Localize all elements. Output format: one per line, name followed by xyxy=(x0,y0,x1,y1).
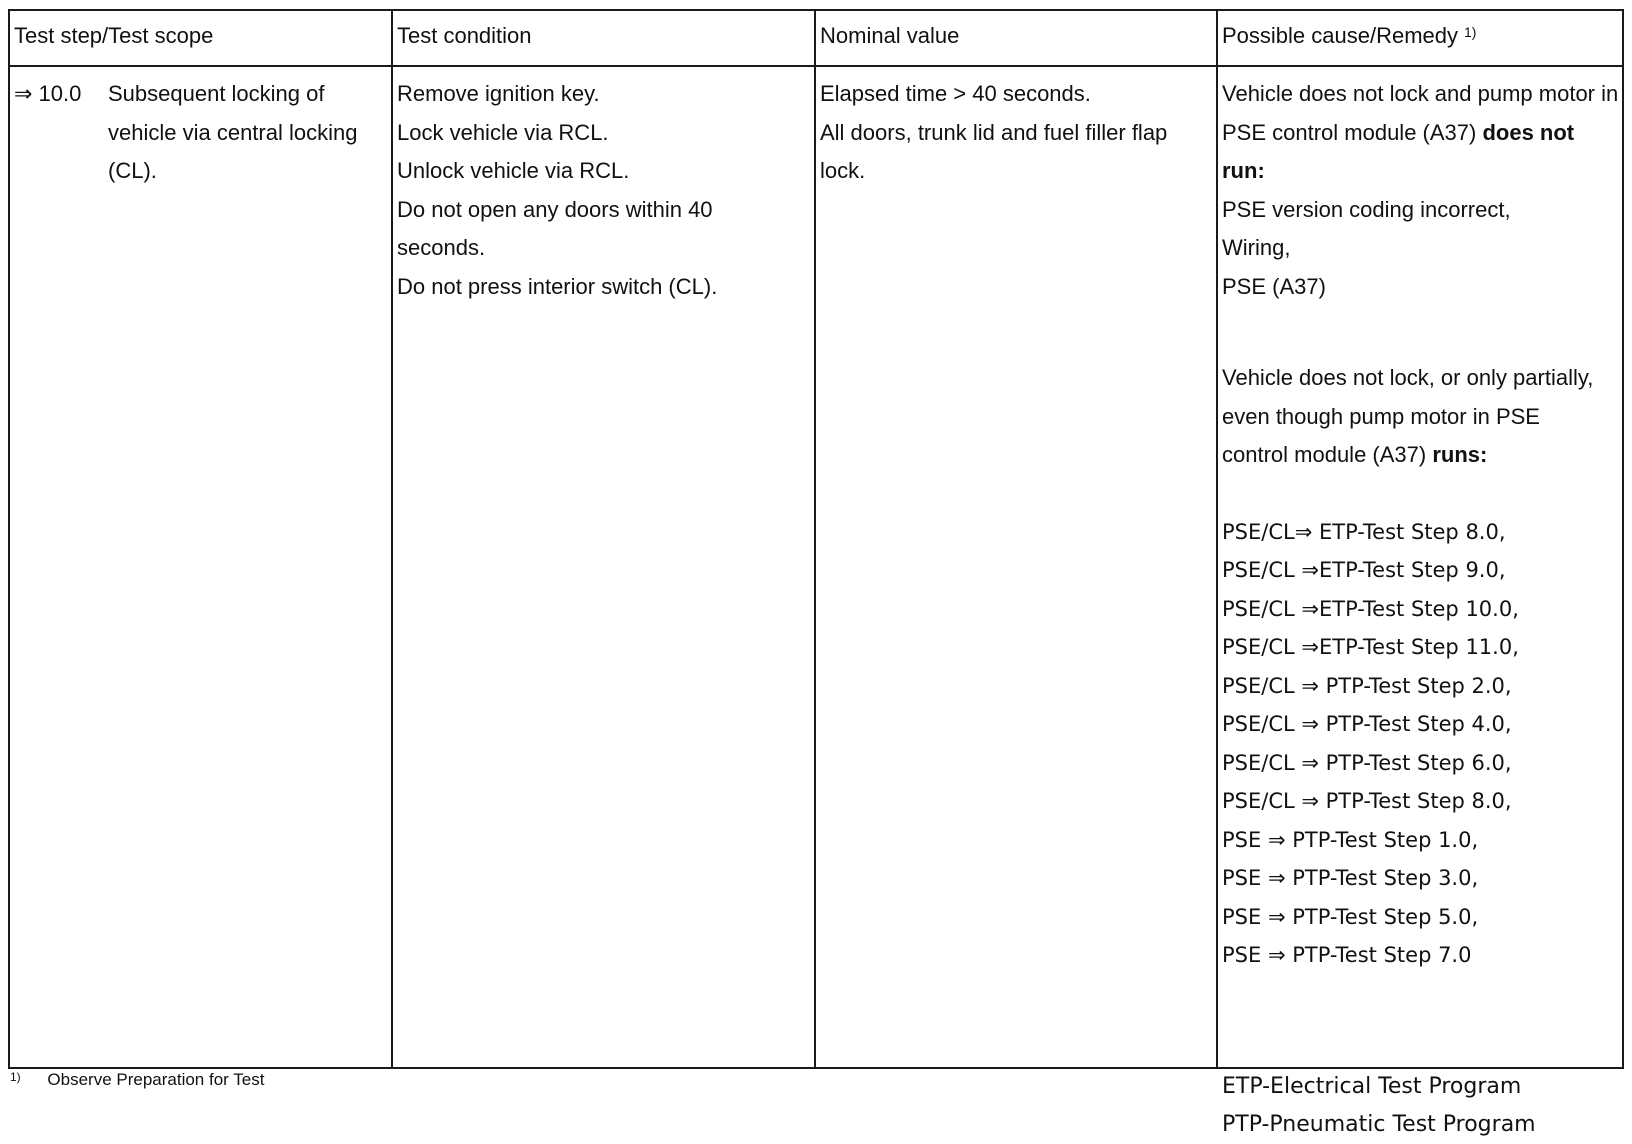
reference-item: PSE ⇒ PTP-Test Step 1.0, xyxy=(1222,827,1479,852)
step-number: ⇒ 10.0 xyxy=(14,81,82,106)
header-possible-cause xyxy=(1217,10,1623,66)
reference-item: PSE/CL ⇒ETP-Test Step 11.0, xyxy=(1222,635,1519,659)
header-test-condition: Test condition xyxy=(392,10,815,66)
header-footnote-mark: 1) xyxy=(1464,24,1477,40)
reference-item: PSE ⇒ PTP-Test Step 7.0 xyxy=(1222,943,1472,967)
condition-line: Remove ignition key. xyxy=(397,81,600,106)
footnote xyxy=(10,1070,264,1090)
condition-line: Do not press interior switch (CL). xyxy=(397,273,718,299)
legend-ptp: PTP-Pneumatic Test Program xyxy=(1222,1112,1536,1137)
cause-1-item: PSE (A37) xyxy=(1222,273,1326,299)
reference-item: PSE/CL ⇒ PTP-Test Step 6.0, xyxy=(1222,750,1512,775)
footnote-text: Observe Preparation for Test xyxy=(47,1070,265,1089)
nominal-line: All doors, trunk lid and fuel filler flap lock. xyxy=(820,119,1168,183)
cause-1-bold: does not run: xyxy=(1222,119,1575,183)
footnote-mark: 1) xyxy=(10,1070,21,1084)
cause-2-text: Vehicle does not lock, or only partially, even though pump motor in PSE control module (A37) xyxy=(1222,365,1594,467)
reference-item: PSE/CL ⇒ PTP-Test Step 2.0, xyxy=(1222,673,1512,698)
cause-block-1 xyxy=(1222,75,1620,306)
abbreviation-legend xyxy=(1222,1068,1536,1144)
condition-line: Do not open any doors within 40 seconds. xyxy=(397,196,713,260)
step-scope: Subsequent locking of vehicle via central locking (CL). xyxy=(108,81,358,183)
cell-possible-cause xyxy=(1217,66,1623,1068)
cause-1-item: PSE version coding incorrect, xyxy=(1222,196,1511,222)
test-table xyxy=(8,9,1624,1069)
header-test-step: Test step/Test scope xyxy=(9,10,392,66)
table-row xyxy=(9,66,1623,1068)
cause-2-bold: runs: xyxy=(1432,442,1488,467)
reference-item: PSE/CL ⇒ PTP-Test Step 8.0, xyxy=(1222,789,1512,813)
cell-test-step xyxy=(9,66,392,1068)
nominal-line: Elapsed time > 40 seconds. xyxy=(820,81,1091,106)
table-header-row xyxy=(9,10,1623,66)
condition-line: Lock vehicle via RCL. xyxy=(397,119,609,145)
reference-list xyxy=(1222,513,1620,975)
cell-nominal-value xyxy=(815,66,1217,1068)
reference-item: PSE/CL ⇒ETP-Test Step 9.0, xyxy=(1222,558,1506,582)
reference-item: PSE ⇒ PTP-Test Step 3.0, xyxy=(1222,866,1479,890)
reference-item: PSE/CL ⇒ETP-Test Step 10.0, xyxy=(1222,596,1519,621)
cause-1-item: Wiring, xyxy=(1222,235,1291,260)
cause-1-text: Vehicle does not lock and pump motor in PSE control module (A37) xyxy=(1222,81,1619,145)
reference-item: PSE/CL ⇒ PTP-Test Step 4.0, xyxy=(1222,712,1512,736)
cell-test-condition xyxy=(392,66,815,1068)
legend-etp: ETP-Electrical Test Program xyxy=(1222,1074,1522,1099)
header-possible-cause-label: Possible cause/Remedy xyxy=(1222,23,1459,48)
header-nominal-value: Nominal value xyxy=(815,10,1217,66)
reference-item: PSE ⇒ PTP-Test Step 5.0, xyxy=(1222,904,1479,929)
condition-line: Unlock vehicle via RCL. xyxy=(397,158,630,183)
reference-item: PSE/CL⇒ ETP-Test Step 8.0, xyxy=(1222,519,1506,544)
cause-block-2 xyxy=(1222,359,1607,475)
